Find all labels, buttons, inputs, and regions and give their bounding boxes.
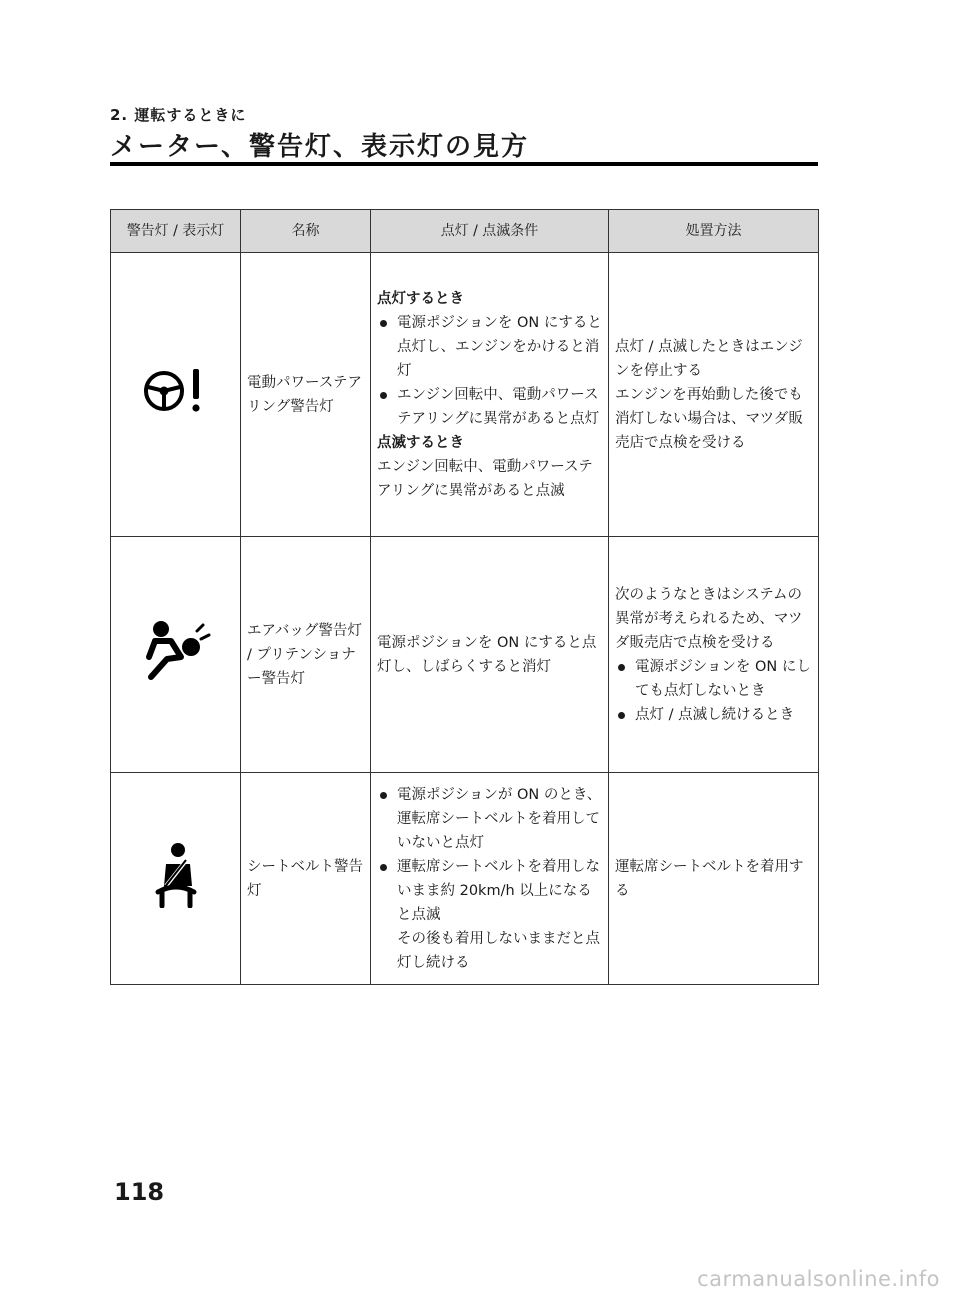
header-condition: 点灯 / 点滅条件 [371, 210, 609, 253]
table-row [111, 253, 819, 537]
condition-list [377, 783, 602, 927]
power-steering-warning-icon [140, 363, 212, 419]
header-action: 処置方法 [609, 210, 819, 253]
list-item: 電源ポジションを ON にしても点灯しないとき [615, 655, 812, 703]
table-row [111, 773, 819, 985]
page-title: メーター、警告灯、表示灯の見方 [110, 132, 529, 162]
page-number: 118 [114, 1178, 165, 1206]
section-label: 2. 運転するときに [110, 106, 247, 124]
condition-cell: 電源ポジションを ON にすると点灯し、しばらくすると消灯 [371, 537, 609, 773]
header-name: 名称 [241, 210, 371, 253]
condition-text: エンジン回転中、電動パワーステアリングに異常があると点滅 [377, 458, 593, 499]
icon-cell [111, 537, 241, 773]
action-cell: 点灯 / 点滅したときはエンジンを停止する エンジンを再始動した後でも消灯しない場合は、マツダ販売店で点検を受ける [609, 253, 819, 537]
list-item: 運転席シートベルトを着用しないまま約 20km/h 以上になると点滅 [377, 855, 602, 927]
icon-cell [111, 253, 241, 537]
condition-continuation: その後も着用しないままだと点灯し続ける [397, 930, 600, 971]
action-intro: 次のようなときはシステムの異常が考えられるため、マツダ販売店で点検を受ける [615, 586, 803, 651]
icon-cell [111, 773, 241, 985]
title-rule [110, 162, 818, 166]
table-row [111, 537, 819, 773]
name-cell: 電動パワーステアリング警告灯 [241, 253, 371, 537]
list-item: 電源ポジションが ON のとき、運転席シートベルトを着用していないと点灯 [377, 783, 602, 855]
list-item: 点灯 / 点滅し続けるとき [615, 703, 812, 727]
table-header-row [111, 210, 819, 253]
condition-cell [371, 773, 609, 985]
condition-heading: 点灯するとき [377, 290, 464, 307]
action-list [615, 655, 812, 727]
warning-light-table [110, 209, 819, 985]
condition-cell [371, 253, 609, 537]
list-item: 電源ポジションを ON にすると点灯し、エンジンをかけると消灯 [377, 311, 602, 383]
airbag-warning-icon [141, 619, 211, 683]
seatbelt-warning-icon [148, 842, 204, 908]
action-cell [609, 537, 819, 773]
list-item: エンジン回転中、電動パワーステアリングに異常があると点灯 [377, 383, 602, 431]
action-cell: 運転席シートベルトを着用する [609, 773, 819, 985]
header-warning-light: 警告灯 / 表示灯 [111, 210, 241, 253]
condition-list [377, 311, 602, 431]
condition-heading: 点滅するとき [377, 434, 464, 451]
name-cell: シートベルト警告灯 [241, 773, 371, 985]
watermark: carmanualsonline.info [697, 1267, 940, 1291]
name-cell: エアバッグ警告灯 / プリテンショナー警告灯 [241, 537, 371, 773]
